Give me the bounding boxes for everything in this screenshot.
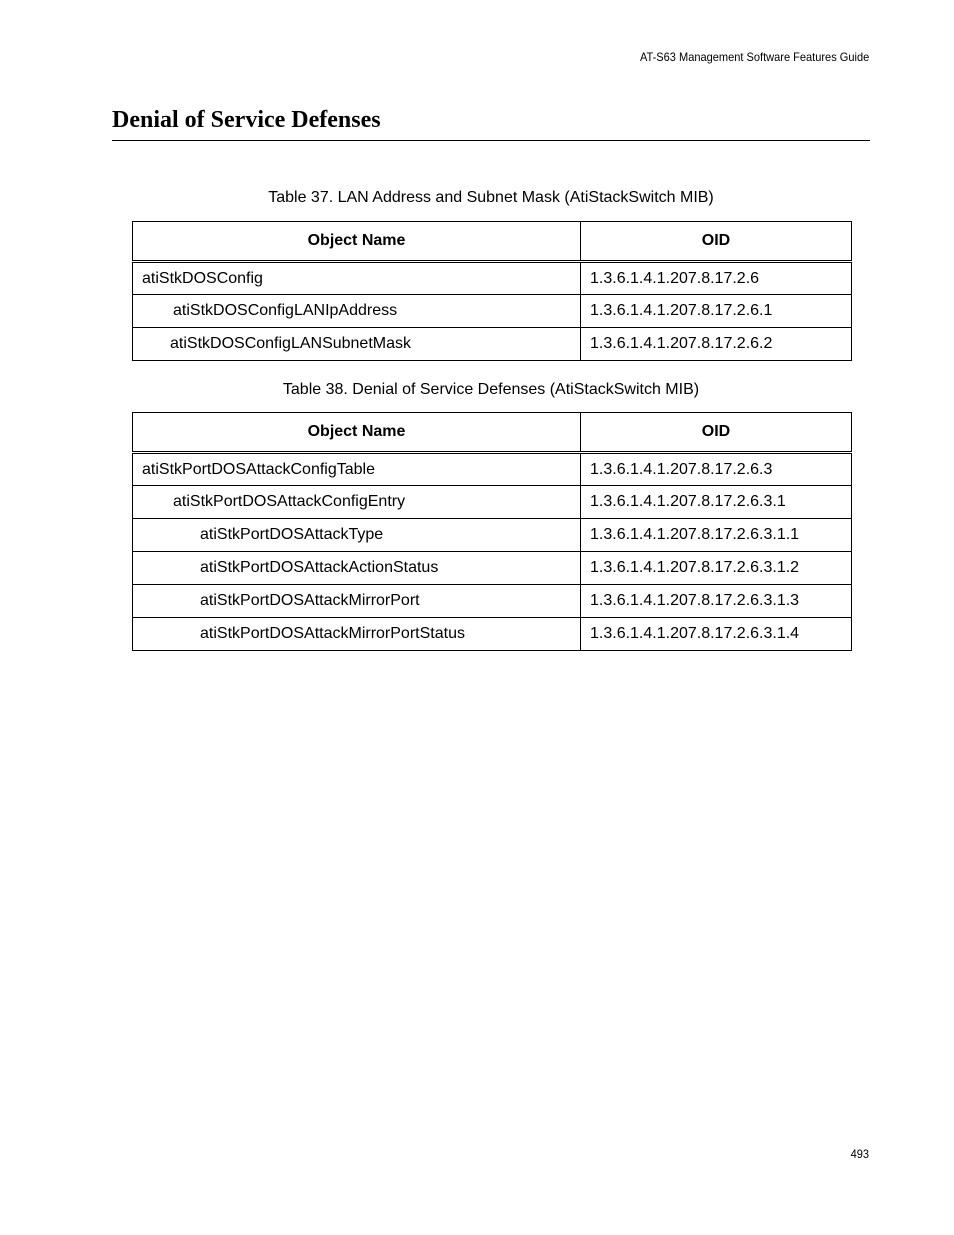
running-header: AT-S63 Management Software Features Guide [639, 50, 869, 64]
object-name-cell: atiStkPortDOSAttackConfigEntry [133, 486, 581, 519]
object-name-cell: atiStkPortDOSAttackMirrorPortStatus [133, 618, 581, 651]
table-37 [132, 221, 852, 361]
object-name-cell: atiStkPortDOSAttackActionStatus [133, 552, 581, 585]
table-row [133, 618, 852, 651]
object-name-cell: atiStkPortDOSAttackMirrorPort [133, 585, 581, 618]
object-name-cell: atiStkDOSConfig [133, 262, 581, 295]
table-row [133, 519, 852, 552]
table-38-caption: Table 38. Denial of Service Defenses (AtiStackSwitch MIB) [282, 381, 700, 398]
oid-cell: 1.3.6.1.4.1.207.8.17.2.6.1 [581, 295, 852, 328]
column-header-oid: OID [581, 222, 852, 262]
oid-cell: 1.3.6.1.4.1.207.8.17.2.6.3.1.1 [581, 519, 852, 552]
table-header-row [133, 413, 852, 453]
column-header-oid: OID [581, 413, 852, 453]
column-header-object-name: Object Name [133, 413, 581, 453]
table-row [133, 262, 852, 295]
oid-cell: 1.3.6.1.4.1.207.8.17.2.6.2 [581, 328, 852, 361]
table-row [133, 486, 852, 519]
object-name-cell: atiStkPortDOSAttackType [133, 519, 581, 552]
object-name-cell: atiStkPortDOSAttackConfigTable [133, 453, 581, 486]
oid-cell: 1.3.6.1.4.1.207.8.17.2.6.3.1.2 [581, 552, 852, 585]
table-row [133, 328, 852, 361]
section-title: Denial of Service Defenses [112, 107, 381, 133]
object-name-cell: atiStkDOSConfigLANIpAddress [133, 295, 581, 328]
table-row [133, 552, 852, 585]
oid-cell: 1.3.6.1.4.1.207.8.17.2.6 [581, 262, 852, 295]
page-number: 493 [850, 1147, 869, 1161]
oid-cell: 1.3.6.1.4.1.207.8.17.2.6.3 [581, 453, 852, 486]
table-37-caption: Table 37. LAN Address and Subnet Mask (AtiStackSwitch MIB) [268, 189, 714, 206]
oid-cell: 1.3.6.1.4.1.207.8.17.2.6.3.1.4 [581, 618, 852, 651]
table-header-row [133, 222, 852, 262]
table-row [133, 585, 852, 618]
table-row [133, 295, 852, 328]
title-rule [112, 140, 870, 141]
oid-cell: 1.3.6.1.4.1.207.8.17.2.6.3.1.3 [581, 585, 852, 618]
object-name-cell: atiStkDOSConfigLANSubnetMask [133, 328, 581, 361]
column-header-object-name: Object Name [133, 222, 581, 262]
table-row [133, 453, 852, 486]
oid-cell: 1.3.6.1.4.1.207.8.17.2.6.3.1 [581, 486, 852, 519]
table-38 [132, 412, 852, 651]
